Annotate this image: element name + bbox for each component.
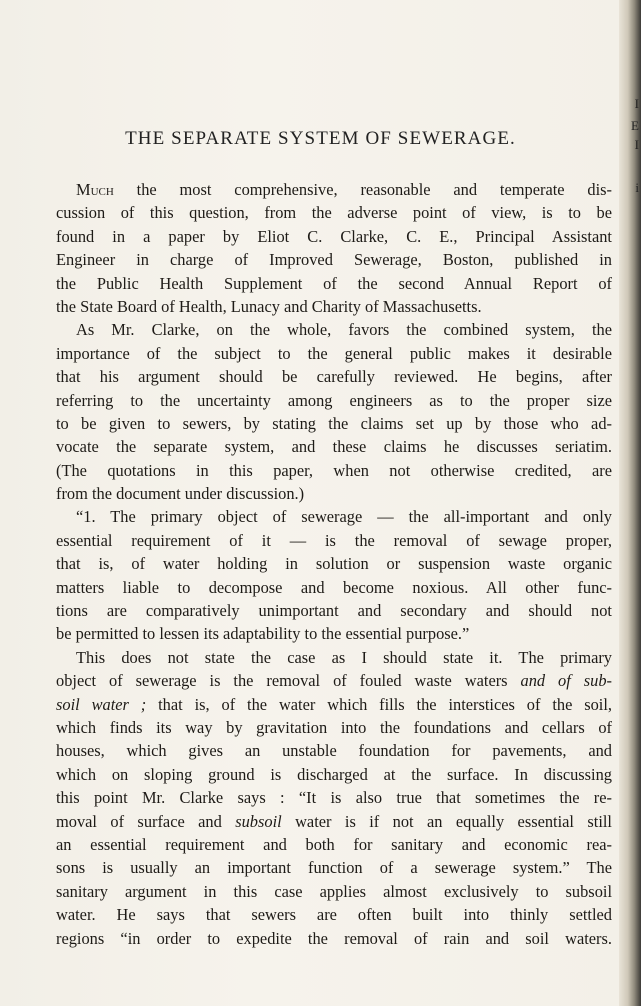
text-line: this point Mr. Clarke says : “It is also true that sometimes the re- [56, 788, 612, 808]
page-edge [619, 0, 641, 1006]
text-line: from the document under discussion.) [56, 484, 305, 504]
text-line: to be given to sewers, by stating the claims set up by those who ad- [56, 413, 612, 433]
text-line: regions “in order to expedite the removal of rain and soil waters. [56, 928, 612, 948]
text-line: (The quotations in this paper, when not otherwise credited, are [56, 460, 612, 480]
article-body [56, 178, 612, 950]
text-line: referring to the uncertainty among engineers as to the proper size [56, 390, 612, 410]
edge-letter: E [631, 118, 639, 133]
text-line: object of sewerage is the removal of fouled waste waters and of sub- [56, 671, 612, 691]
text-line: which finds its way by gravitation into the foundations and cellars of [56, 717, 612, 737]
text-line: found in a paper by Eliot C. Clarke, C. E., Principal Assistant [56, 226, 612, 246]
text-line: essential requirement of it — is the removal of sewage proper, [56, 530, 612, 550]
text-line: the Public Health Supplement of the second Annual Report of [56, 273, 612, 293]
text-line: that is, of water holding in solution or suspension waste organic [56, 554, 612, 574]
edge-letter: i [635, 180, 639, 195]
text-line: houses, which gives an unstable foundation for pavements, and [56, 741, 612, 761]
text-line: tions are comparatively unimportant and secondary and should not [56, 601, 612, 621]
text-line: As Mr. Clarke, on the whole, favors the combined system, the [76, 320, 612, 340]
text-line: “1. The primary object of sewerage — the all-important and only [76, 507, 612, 527]
edge-letter: I [634, 137, 639, 152]
text-line: that his argument should be carefully reviewed. He begins, after [56, 367, 612, 387]
text-line: which on sloping ground is discharged at the surface. In discussing [56, 764, 612, 784]
text-line: moval of surface and subsoil water is if not an equally essential still [56, 811, 612, 831]
text-line: This does not state the case as I should state it. The primary [76, 647, 612, 667]
text-line: Much the most comprehensive, reasonable and temperate dis- [76, 180, 612, 199]
text-line: vocate the separate system, and these claims he discusses seriatim. [56, 437, 612, 457]
page-title: THE SEPARATE SYSTEM OF SEWERAGE. [125, 128, 516, 149]
text-line: sons is usually an important function of a sewerage system.” The [56, 858, 612, 878]
text-line: importance of the subject to the general public makes it desirable [56, 343, 612, 363]
text-line: sanitary argument in this case applies almost exclusively to subsoil [56, 881, 612, 901]
edge-letter: I [634, 96, 639, 111]
text-line: soil water ; that is, of the water which fills the interstices of the soil, [56, 694, 612, 714]
text-line: be permitted to lessen its adaptability to the essential purpose.” [56, 624, 470, 644]
text-line: matters liable to decompose and become noxious. All other func- [56, 577, 612, 597]
text-line: cussion of this question, from the adverse point of view, is to be [56, 203, 612, 223]
text-line: the State Board of Health, Lunacy and Charity of Massachusetts. [56, 296, 482, 316]
text-line: an essential requirement and both for sanitary and economic rea- [56, 834, 612, 854]
text-line: water. He says that sewers are often built into thinly settled [56, 905, 612, 925]
text-line: Engineer in charge of Improved Sewerage, Boston, published in [56, 250, 612, 270]
